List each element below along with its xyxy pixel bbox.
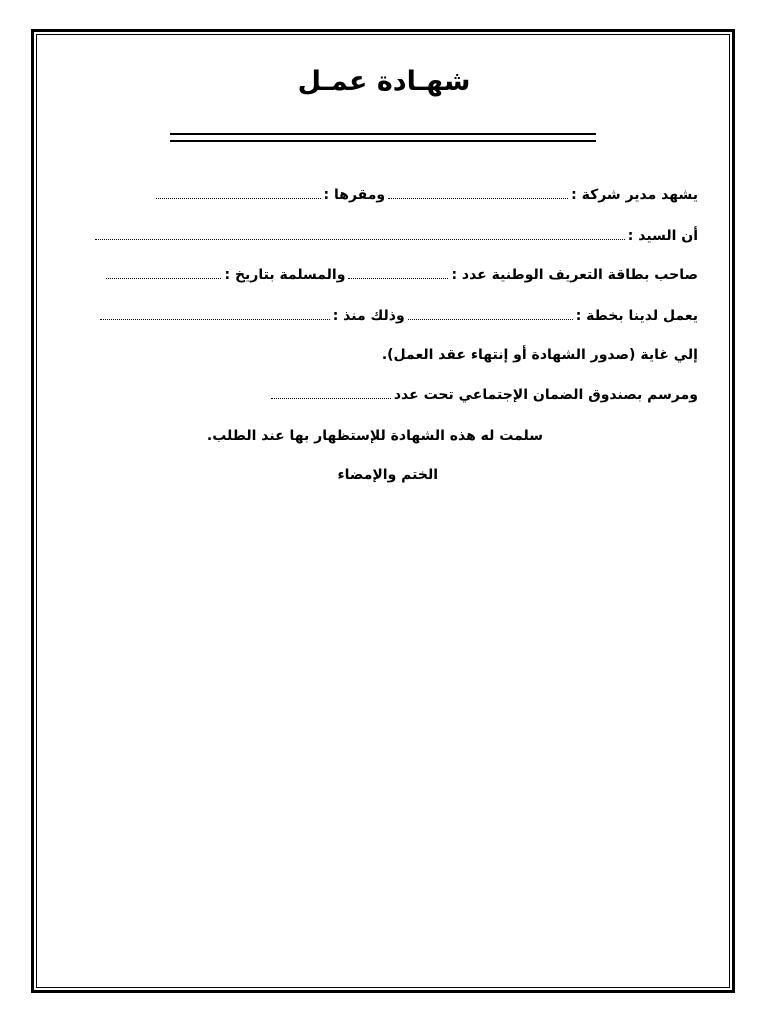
line-company-director — [90, 184, 698, 206]
headquarters-label: ومقرها : — [323, 187, 386, 203]
issued-on-label: والمسلمة بتاريخ : — [224, 267, 346, 283]
line-mister — [90, 225, 698, 247]
line-delivered — [207, 425, 543, 447]
since-blank — [100, 305, 330, 320]
since-label: وذلك منذ : — [332, 308, 405, 324]
id-card-label: صاحب بطاقة التعريف الوطنية عدد : — [451, 267, 698, 283]
social-security-label: ومرسم بصندوق الضمان الإجتماعي تحت عدد — [393, 387, 698, 403]
title-underline-bottom — [170, 140, 596, 142]
line-id-card — [90, 264, 698, 286]
title-underline-top — [170, 133, 596, 135]
line-signature — [337, 464, 438, 486]
line-works-as — [90, 305, 698, 327]
id-card-blank — [348, 264, 448, 279]
works-as-blank — [408, 305, 573, 320]
works-as-label: يعمل لدينا بخطة : — [575, 308, 698, 324]
company-name-blank — [388, 184, 568, 199]
delivered-text: سلمت له هذه الشهادة للإستظهار بها عند الطلب. — [206, 428, 543, 444]
line-social-security — [90, 384, 698, 406]
line-until — [90, 344, 698, 366]
headquarters-blank — [156, 184, 321, 199]
mister-name-blank — [95, 225, 625, 240]
company-director-label: يشهد مدير شركة : — [571, 187, 698, 203]
document-title: شهـادة عمـل — [297, 66, 471, 97]
social-security-blank — [271, 384, 391, 399]
signature-label: الختم والإمضاء — [337, 467, 438, 483]
page-border-inner — [36, 34, 730, 988]
mister-label: أن السيد : — [627, 228, 698, 244]
until-text: إلي غاية (صدور الشهادة أو إنتهاء عقد العمل). — [381, 347, 698, 363]
issued-on-blank — [106, 264, 221, 279]
